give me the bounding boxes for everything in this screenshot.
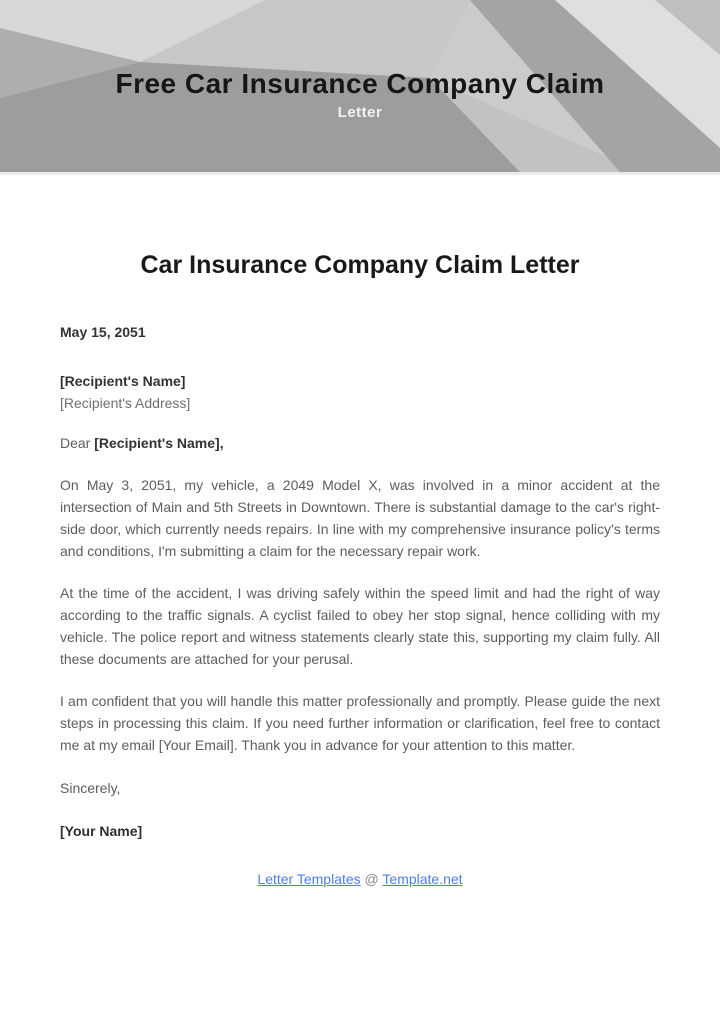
signature-name-placeholder: [Your Name] bbox=[60, 823, 143, 839]
footer-separator: @ bbox=[364, 871, 379, 887]
recipient-name-placeholder: [Recipient's Name] bbox=[60, 373, 186, 389]
letter-document bbox=[0, 249, 720, 890]
letter-title: Car Insurance Company Claim Letter bbox=[140, 251, 580, 279]
recipient-address-placeholder: [Recipient's Address] bbox=[60, 395, 191, 411]
banner-text bbox=[0, 0, 720, 121]
template-net-link[interactable]: Template.net bbox=[382, 871, 463, 887]
letter-date: May 15, 2051 bbox=[60, 324, 146, 340]
salutation-prefix: Dear bbox=[60, 435, 95, 451]
salutation-recipient-name: [Recipient's Name], bbox=[94, 435, 224, 451]
closing: Sincerely, bbox=[60, 780, 121, 796]
paragraph-next-steps: I am confident that you will handle this matter professionally and promptly. Please guide the next steps in processing this claim. If you need further information or clarification, feel free to contact me at my email [Your Email]. Thank you in advance for your attention to this matter. bbox=[60, 693, 660, 753]
recipient-block bbox=[60, 370, 660, 414]
letter-templates-link[interactable]: Letter Templates bbox=[257, 871, 361, 887]
footer bbox=[60, 868, 660, 890]
paragraph-accident-details: On May 3, 2051, my vehicle, a 2049 Model X, was involved in a minor accident at the intersection of Main and 5th Streets in Downtown. There is substantial damage to the car's right-side door, which currently needs repairs. In line with my comprehensive insurance policy's terms and conditions, I'm submitting a claim for the necessary repair work. bbox=[60, 477, 660, 559]
paragraph-fault-evidence: At the time of the accident, I was driving safely within the speed limit and had the right of way according to the traffic signals. A cyclist failed to obey her stop signal, hence colliding with my vehicle. The police report and witness statements clearly state this, supporting my claim fully. All these documents are attached for your perusal. bbox=[60, 585, 660, 667]
banner-subtitle: Letter bbox=[337, 104, 383, 121]
salutation bbox=[60, 432, 660, 454]
banner-title: Free Car Insurance Company Claim bbox=[115, 68, 605, 99]
banner bbox=[0, 0, 720, 175]
